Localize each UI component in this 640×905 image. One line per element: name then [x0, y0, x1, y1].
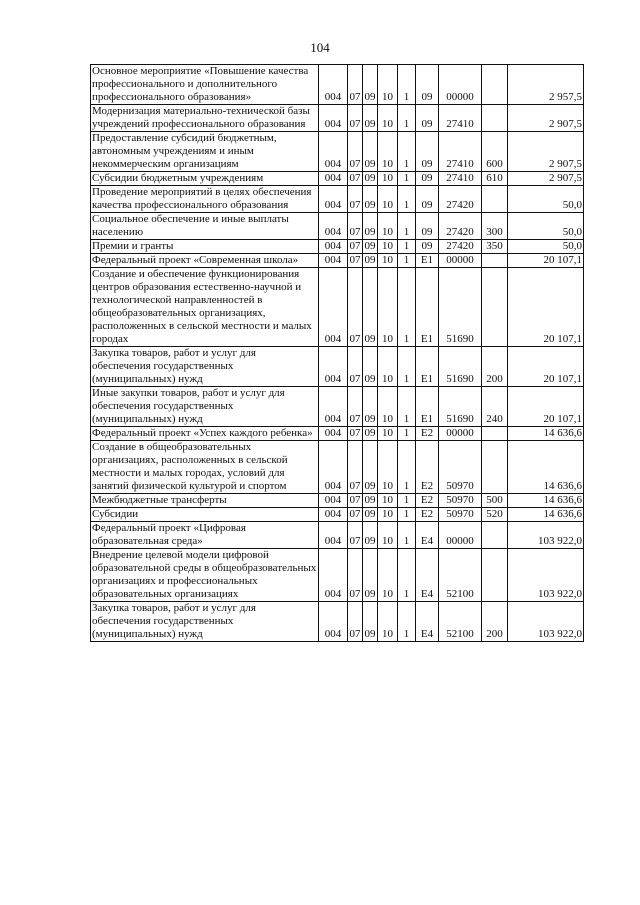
- row-name: Основное мероприятие «Повышение качества профессионального и дополнительного профессионального образования»: [91, 65, 319, 105]
- row-activity-code: E4: [416, 549, 439, 602]
- row-subsection-code: 09: [364, 172, 376, 184]
- row-grbs-code: 004: [319, 213, 348, 240]
- row-expense-type-code: 600: [482, 132, 508, 172]
- table-row: [91, 132, 584, 172]
- row-subprogram-code: 1: [398, 347, 416, 387]
- row-name: Создание и обеспечение функционирования центров образования естественно-научной и технологической направленностей в общеобразовательных организациях, расположенных в сельской местности и малых городах: [91, 268, 319, 347]
- row-name: Федеральный проект «Современная школа»: [91, 254, 319, 268]
- row-section-code: 07: [349, 508, 361, 520]
- table-row: [91, 105, 584, 132]
- row-subsection-code: 09: [363, 105, 378, 132]
- row-name: Закупка товаров, работ и услуг для обеспечения государственных (муниципальных) нужд: [91, 602, 319, 642]
- table-row: [91, 508, 584, 522]
- row-program-code: 10: [378, 602, 398, 642]
- row-grbs-code: 004: [319, 132, 348, 172]
- row-name: Межбюджетные трансферты: [91, 494, 319, 508]
- row-subsection-code: 09: [364, 254, 376, 266]
- row-activity-code: 09: [416, 65, 439, 105]
- row-subsection-code: 09: [364, 494, 376, 506]
- row-subprogram-code: 1: [398, 240, 416, 254]
- row-subprogram-code: 1: [398, 132, 416, 172]
- row-subprogram-code: 1: [398, 494, 416, 508]
- row-activity-code: E4: [416, 602, 439, 642]
- row-program-code: 10: [378, 105, 398, 132]
- row-direction-code: 52100: [439, 602, 482, 642]
- row-section-code: 07: [348, 549, 363, 602]
- row-subprogram-code: 1: [398, 254, 416, 268]
- row-name: Предоставление субсидий бюджетным, автономным учреждениям и иным некоммерческим организациям: [91, 132, 319, 172]
- row-section-code: 07: [348, 186, 363, 213]
- row-section-code: 07: [348, 105, 363, 132]
- row-expense-type-code: 520: [482, 508, 508, 522]
- table-row: [91, 172, 584, 186]
- row-subprogram-code: 1: [398, 522, 416, 549]
- row-name: Федеральный проект «Цифровая образовательная среда»: [91, 522, 319, 549]
- row-section-code: 07: [349, 494, 361, 506]
- row-amount: 2 907,5: [508, 132, 584, 172]
- row-expense-type-code: 200: [482, 347, 508, 387]
- row-grbs-code: 004: [319, 441, 348, 494]
- row-subprogram-code: 1: [398, 602, 416, 642]
- row-name: Социальное обеспечение и иные выплаты населению: [91, 213, 319, 240]
- row-grbs-code: 004: [319, 494, 348, 508]
- row-activity-code: E1: [416, 347, 439, 387]
- row-name: Федеральный проект «Успех каждого ребенка»: [91, 427, 319, 441]
- row-section-code: 07: [349, 172, 361, 184]
- row-amount: 2 907,5: [508, 172, 584, 186]
- row-section-code: 07: [348, 347, 363, 387]
- row-activity-code: 09: [416, 132, 439, 172]
- row-direction-code: 27420: [439, 186, 482, 213]
- table-row: [91, 441, 584, 494]
- table-row: [91, 268, 584, 347]
- row-expense-type-code: 300: [482, 213, 508, 240]
- row-subprogram-code: 1: [398, 172, 416, 186]
- row-direction-code: 51690: [439, 268, 482, 347]
- row-grbs-code: 004: [319, 254, 348, 268]
- row-program-code: 10: [378, 522, 398, 549]
- row-direction-code: 27410: [439, 172, 482, 186]
- row-direction-code: 27410: [439, 105, 482, 132]
- table-row: [91, 347, 584, 387]
- row-expense-type-code: [482, 268, 508, 347]
- row-subsection-code: 09: [363, 347, 378, 387]
- row-subsection-code: 09: [363, 213, 378, 240]
- row-grbs-code: 004: [319, 549, 348, 602]
- row-subsection-code: 09: [363, 268, 378, 347]
- row-expense-type-code: 350: [482, 240, 508, 254]
- row-activity-code: E1: [416, 254, 439, 268]
- row-expense-type-code: [482, 254, 508, 268]
- row-direction-code: 51690: [439, 387, 482, 427]
- table-row: [91, 186, 584, 213]
- row-amount: 103 922,0: [508, 602, 584, 642]
- budget-table: [90, 64, 584, 642]
- row-expense-type-code: [482, 427, 508, 441]
- row-grbs-code: 004: [319, 186, 348, 213]
- row-program-code: 10: [378, 213, 398, 240]
- row-section-code: 07: [348, 522, 363, 549]
- row-section-code: 07: [348, 387, 363, 427]
- table-row: [91, 427, 584, 441]
- row-subsection-code: 09: [363, 441, 378, 494]
- row-direction-code: 50970: [439, 494, 482, 508]
- row-grbs-code: 004: [319, 172, 348, 186]
- row-direction-code: 51690: [439, 347, 482, 387]
- row-name: Закупка товаров, работ и услуг для обеспечения государственных (муниципальных) нужд: [91, 347, 319, 387]
- row-name: Внедрение целевой модели цифровой образовательной среды в общеобразовательных организациях и профессиональных образовательных организациях: [91, 549, 319, 602]
- row-direction-code: 00000: [439, 254, 482, 268]
- row-amount: 50,0: [508, 240, 584, 254]
- row-direction-code: 27420: [439, 213, 482, 240]
- row-subprogram-code: 1: [398, 427, 416, 441]
- row-activity-code: E2: [416, 494, 439, 508]
- row-subsection-code: 09: [363, 549, 378, 602]
- row-amount: 2 907,5: [508, 105, 584, 132]
- row-subsection-code: 09: [364, 427, 376, 439]
- row-direction-code: 00000: [439, 65, 482, 105]
- row-program-code: 10: [378, 240, 398, 254]
- row-activity-code: E4: [416, 522, 439, 549]
- row-direction-code: 50970: [439, 508, 482, 522]
- row-activity-code: 09: [416, 105, 439, 132]
- row-direction-code: 00000: [439, 427, 482, 441]
- row-amount: 14 636,6: [508, 494, 584, 508]
- row-amount: 14 636,6: [508, 441, 584, 494]
- row-amount: 50,0: [508, 186, 584, 213]
- row-grbs-code: 004: [319, 602, 348, 642]
- row-direction-code: 27420: [439, 240, 482, 254]
- row-expense-type-code: 240: [482, 387, 508, 427]
- row-amount: 14 636,6: [508, 508, 584, 522]
- table-row: [91, 549, 584, 602]
- row-expense-type-code: [482, 186, 508, 213]
- row-amount: 14 636,6: [508, 427, 584, 441]
- row-section-code: 07: [348, 441, 363, 494]
- row-subsection-code: 09: [363, 387, 378, 427]
- row-amount: 20 107,1: [508, 387, 584, 427]
- row-activity-code: E2: [416, 427, 439, 441]
- row-program-code: 10: [378, 172, 398, 186]
- row-subprogram-code: 1: [398, 105, 416, 132]
- row-program-code: 10: [378, 387, 398, 427]
- row-name: Иные закупки товаров, работ и услуг для обеспечения государственных (муниципальных) нужд: [91, 387, 319, 427]
- row-section-code: 07: [348, 213, 363, 240]
- table-row: [91, 240, 584, 254]
- row-section-code: 07: [348, 602, 363, 642]
- row-activity-code: 09: [416, 186, 439, 213]
- row-activity-code: 09: [416, 240, 439, 254]
- row-grbs-code: 004: [319, 65, 348, 105]
- budget-table-body: [91, 65, 584, 642]
- row-program-code: 10: [378, 268, 398, 347]
- row-expense-type-code: [482, 105, 508, 132]
- row-section-code: 07: [349, 254, 361, 266]
- row-activity-code: E2: [416, 441, 439, 494]
- row-direction-code: 27410: [439, 132, 482, 172]
- table-row: [91, 65, 584, 105]
- row-section-code: 07: [348, 65, 363, 105]
- row-amount: 2 957,5: [508, 65, 584, 105]
- row-grbs-code: 004: [319, 522, 348, 549]
- row-section-code: 07: [349, 240, 361, 252]
- row-amount: 103 922,0: [508, 522, 584, 549]
- row-program-code: 10: [378, 186, 398, 213]
- row-name: Модернизация материально-технической базы учреждений профессионального образования: [91, 105, 319, 132]
- row-amount: 103 922,0: [508, 549, 584, 602]
- row-subsection-code: 09: [364, 508, 376, 520]
- table-row: [91, 387, 584, 427]
- row-section-code: 07: [348, 132, 363, 172]
- row-subprogram-code: 1: [398, 441, 416, 494]
- row-subprogram-code: 1: [398, 387, 416, 427]
- row-name: Субсидии бюджетным учреждениям: [91, 172, 319, 186]
- row-subprogram-code: 1: [398, 186, 416, 213]
- row-subsection-code: 09: [363, 65, 378, 105]
- row-program-code: 10: [378, 494, 398, 508]
- row-section-code: 07: [349, 427, 361, 439]
- row-amount: 20 107,1: [508, 254, 584, 268]
- row-expense-type-code: [482, 549, 508, 602]
- row-expense-type-code: [482, 522, 508, 549]
- row-grbs-code: 004: [319, 387, 348, 427]
- row-subprogram-code: 1: [398, 549, 416, 602]
- row-direction-code: 50970: [439, 441, 482, 494]
- row-expense-type-code: 200: [482, 602, 508, 642]
- row-program-code: 10: [378, 254, 398, 268]
- table-row: [91, 213, 584, 240]
- row-subsection-code: 09: [363, 522, 378, 549]
- row-program-code: 10: [378, 347, 398, 387]
- table-row: [91, 494, 584, 508]
- row-expense-type-code: [482, 441, 508, 494]
- table-row: [91, 522, 584, 549]
- row-amount: 20 107,1: [508, 268, 584, 347]
- row-activity-code: 09: [416, 213, 439, 240]
- row-subsection-code: 09: [364, 240, 376, 252]
- page-number: 104: [310, 40, 330, 55]
- row-program-code: 10: [378, 427, 398, 441]
- row-name: Субсидии: [91, 508, 319, 522]
- row-subsection-code: 09: [363, 132, 378, 172]
- row-subsection-code: 09: [363, 602, 378, 642]
- row-program-code: 10: [378, 508, 398, 522]
- row-grbs-code: 004: [319, 347, 348, 387]
- row-activity-code: E2: [416, 508, 439, 522]
- row-subprogram-code: 1: [398, 65, 416, 105]
- row-subprogram-code: 1: [398, 213, 416, 240]
- row-expense-type-code: [482, 65, 508, 105]
- row-subprogram-code: 1: [398, 508, 416, 522]
- row-activity-code: 09: [416, 172, 439, 186]
- row-subprogram-code: 1: [398, 268, 416, 347]
- row-expense-type-code: 610: [482, 172, 508, 186]
- row-program-code: 10: [378, 65, 398, 105]
- row-program-code: 10: [378, 441, 398, 494]
- row-expense-type-code: 500: [482, 494, 508, 508]
- row-grbs-code: 004: [319, 508, 348, 522]
- row-activity-code: E1: [416, 268, 439, 347]
- row-program-code: 10: [378, 549, 398, 602]
- row-amount: 50,0: [508, 213, 584, 240]
- table-row: [91, 254, 584, 268]
- row-grbs-code: 004: [319, 105, 348, 132]
- row-name: Проведение мероприятий в целях обеспечения качества профессионального образования: [91, 186, 319, 213]
- row-program-code: 10: [378, 132, 398, 172]
- row-grbs-code: 004: [319, 268, 348, 347]
- row-name: Премии и гранты: [91, 240, 319, 254]
- row-direction-code: 52100: [439, 549, 482, 602]
- row-activity-code: E1: [416, 387, 439, 427]
- row-name: Создание в общеобразовательных организациях, расположенных в сельской местности и малых городах, условий для занятий физической культурой и спортом: [91, 441, 319, 494]
- row-section-code: 07: [348, 268, 363, 347]
- row-grbs-code: 004: [319, 427, 348, 441]
- table-row: [91, 602, 584, 642]
- row-subsection-code: 09: [363, 186, 378, 213]
- row-grbs-code: 004: [319, 240, 348, 254]
- row-direction-code: 00000: [439, 522, 482, 549]
- row-amount: 20 107,1: [508, 347, 584, 387]
